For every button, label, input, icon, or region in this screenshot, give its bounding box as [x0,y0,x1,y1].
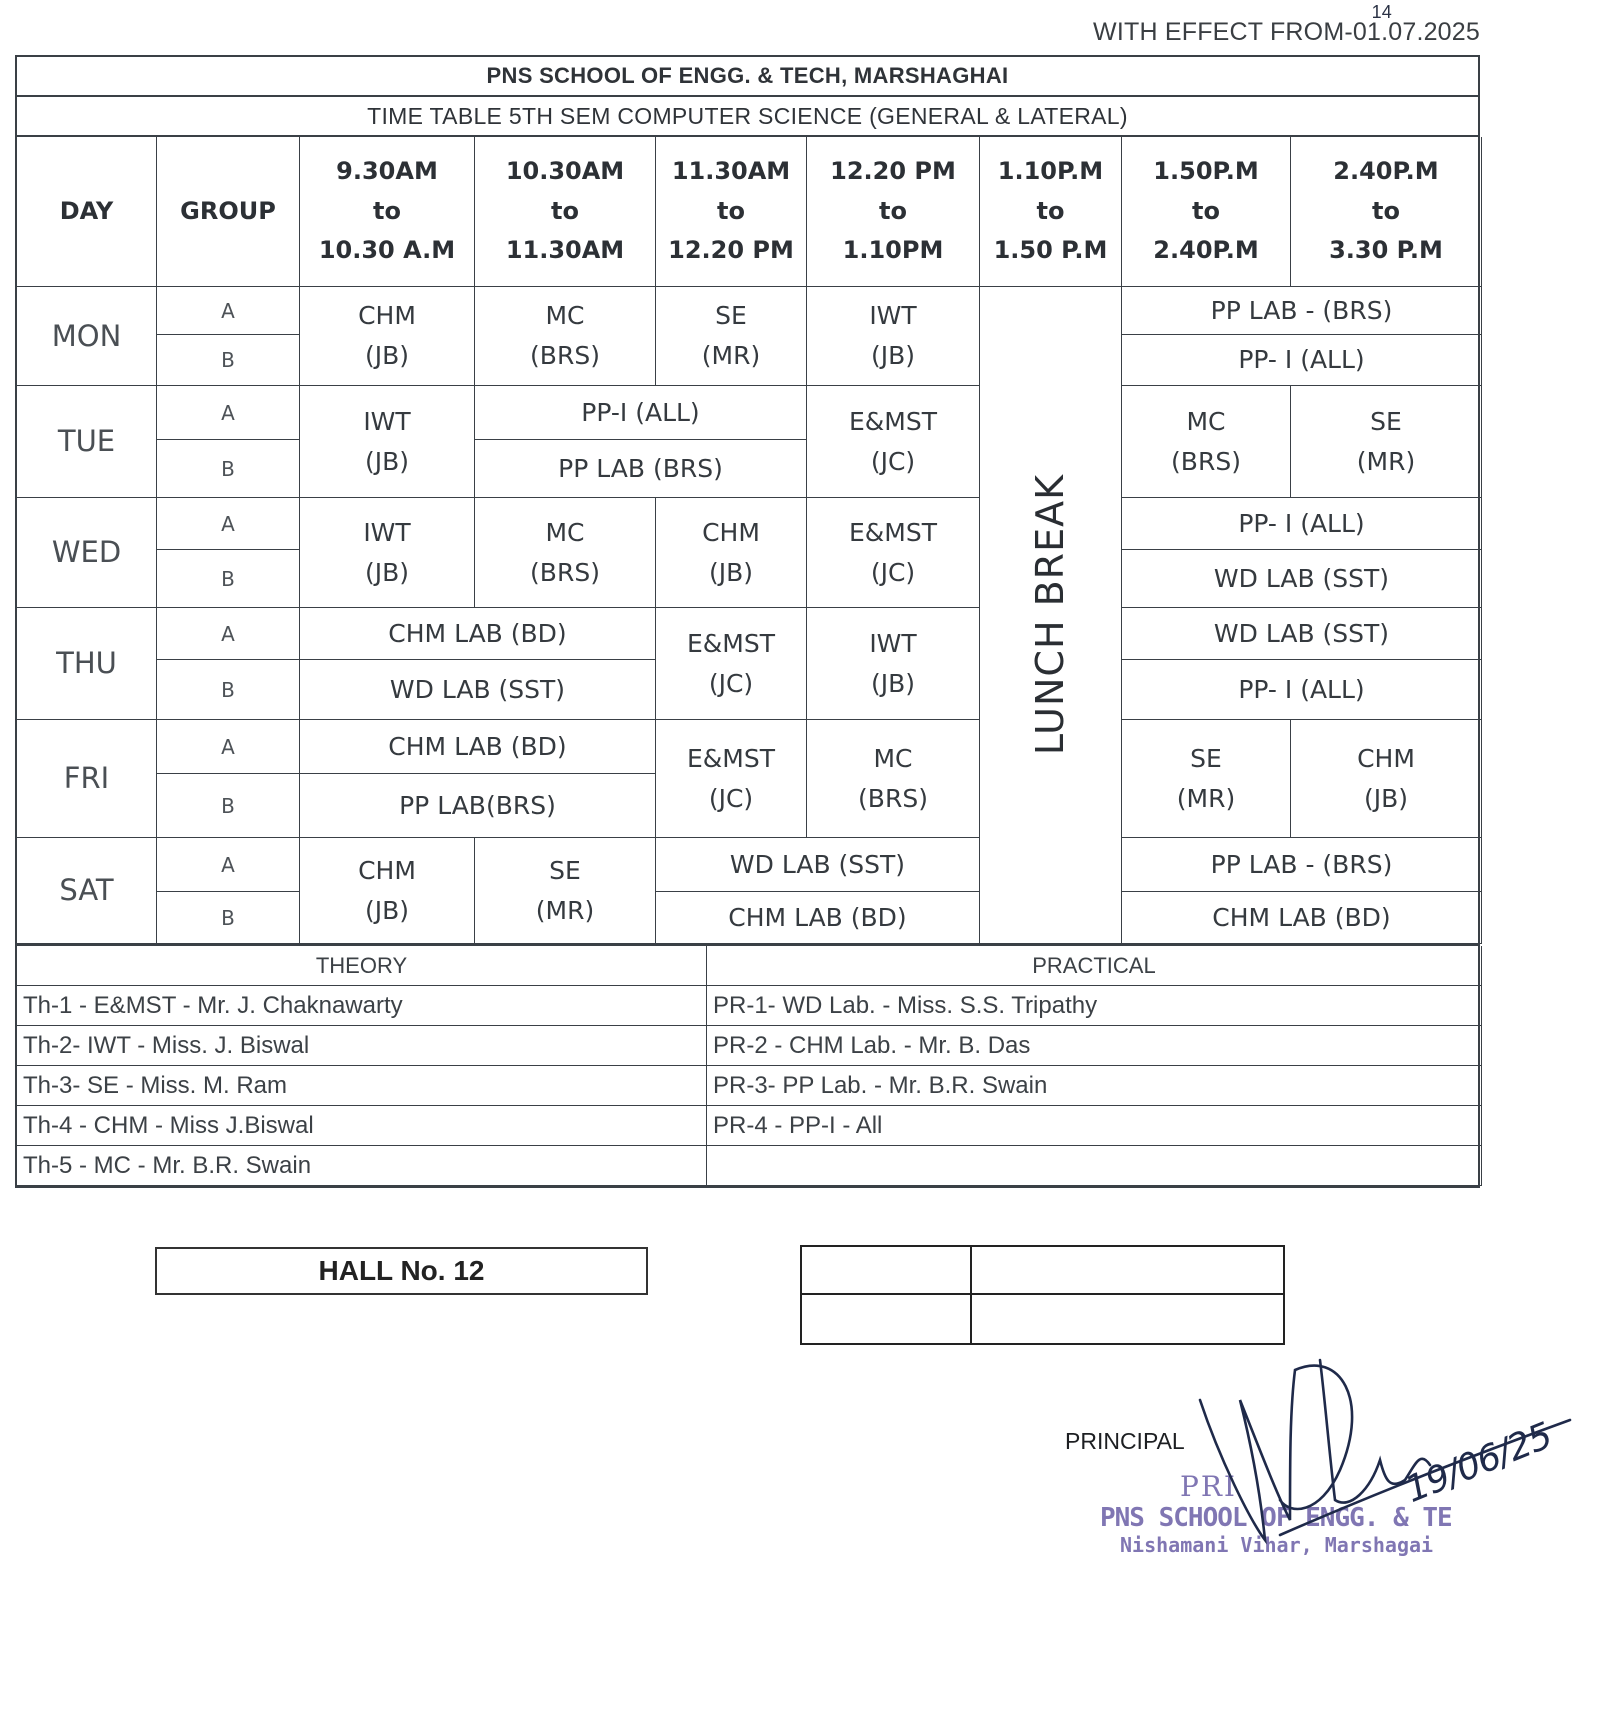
stamp-line-2: PNS SCHOOL OF ENGG. & TE [1100,1503,1452,1533]
class-cell-line: SE [1190,743,1222,773]
group-a-label: A [157,498,300,550]
class-cell [807,608,980,720]
header-slot-line: to [879,196,907,225]
class-cell [807,287,980,386]
lab-cell: PP LAB(BRS) [300,774,656,838]
class-cell [300,498,475,608]
class-cell [1122,720,1291,838]
lab-cell: WD LAB (SST) [656,838,980,892]
header-slot-line: to [1036,196,1065,225]
class-cell-line: E&MST [686,628,775,658]
header-day: DAY [17,137,157,287]
timetable-subtitle: TIME TABLE 5TH SEM COMPUTER SCIENCE (GENERAL & LATERAL) [15,95,1480,135]
class-cell [656,608,807,720]
header-slot [475,137,656,287]
blank-box [800,1245,1285,1345]
header-slot [980,137,1122,287]
lab-cell: CHM LAB (BD) [300,608,656,660]
class-cell-line: (JB) [364,446,410,476]
class-cell-line: (JB) [364,341,409,370]
legend-theory-item: Th-3- SE - Miss. M. Ram [17,1066,707,1106]
class-cell [300,386,475,498]
lunch-break [980,287,1122,944]
blank-cell [802,1295,972,1343]
class-cell-line: IWT [869,301,917,330]
timetable-grid [15,135,1480,946]
blank-cell [972,1295,1283,1343]
header-slot [807,137,980,287]
class-cell [1291,720,1482,838]
class-cell-line: SE [715,301,747,330]
class-cell [300,838,475,944]
class-cell-line: (BRS) [858,783,928,813]
legend-practical-item [707,1146,1482,1186]
legend-theory-item: Th-1 - E&MST - Mr. J. Chaknawarty [17,986,707,1026]
faculty-legend [15,946,1480,1188]
header-slot-line: 10.30 A.M [318,236,456,265]
class-cell [807,498,980,608]
header-slot-line: to [1372,196,1400,225]
class-cell-line: (JC) [708,668,754,698]
afternoon-cell: PP LAB - (BRS) [1122,287,1482,335]
stamp-line-1: PRI [1180,1470,1237,1503]
class-cell-line: MC [545,517,585,547]
group-b-label: B [157,774,300,838]
class-cell-line: E&MST [848,406,937,436]
header-slot-line: to [717,196,745,225]
group-a-label: A [157,720,300,774]
class-cell [475,838,656,944]
group-a-label: A [157,838,300,892]
class-cell-line: (JB) [870,341,916,370]
class-cell-line: (JB) [1363,783,1408,813]
legend-practical-title: PRACTICAL [707,946,1482,986]
class-cell [656,287,807,386]
class-cell-line: IWT [869,628,917,658]
header-slot-line: to [1192,196,1220,225]
class-cell-line: (MR) [701,341,761,370]
group-a-label: A [157,287,300,335]
header-slot-line: 9.30AM [336,157,438,186]
header-slot [656,137,807,287]
header-slot [300,137,475,287]
blank-cell [802,1247,972,1295]
class-cell-line: E&MST [848,517,937,547]
header-group: GROUP [157,137,300,287]
class-cell-line: (JC) [708,783,754,813]
header-slot-line: 3.30 P.M [1329,236,1443,265]
header-slot-line: 1.50 P.M [993,236,1108,265]
lab-cell: WD LAB (SST) [300,660,656,720]
header-slot-line: 10.30AM [505,157,625,186]
class-cell-line: (MR) [535,895,595,925]
afternoon-cell: PP- I (ALL) [1122,660,1482,720]
class-cell-line: IWT [363,517,411,547]
header-slot-line: 12.20 PM [830,157,956,186]
class-cell-line: (BRS) [530,341,600,370]
afternoon-cell: WD LAB (SST) [1122,550,1482,608]
day-label: WED [17,498,157,608]
class-cell: PP-I (ALL) [475,386,807,440]
day-label: FRI [17,720,157,838]
class-cell-line: CHM [1357,743,1415,773]
legend-practical-item: PR-4 - PP-I - All [707,1106,1482,1146]
afternoon-cell: PP LAB - (BRS) [1122,838,1482,892]
class-cell-line: CHM [702,517,760,547]
header-slot-line: 11.30AM [671,157,791,186]
legend-theory-item: Th-5 - MC - Mr. B.R. Swain [17,1146,707,1186]
header-slot [1122,137,1291,287]
class-cell [656,720,807,838]
legend-practical-item: PR-3- PP Lab. - Mr. B.R. Swain [707,1066,1482,1106]
header-slot-line: 1.10PM [842,236,944,265]
class-cell [656,498,807,608]
class-cell-line: MC [873,743,913,773]
institution-title: PNS SCHOOL OF ENGG. & TECH, MARSHAGHAI [15,55,1480,95]
timetable-sheet [15,55,1480,1188]
day-label: TUE [17,386,157,498]
group-a-label: A [157,386,300,440]
header-slot-line: 11.30AM [505,236,625,265]
class-cell-line: (MR) [1176,783,1236,813]
header-slot-line: to [373,196,401,225]
class-cell [807,386,980,498]
group-b-label: B [157,892,300,944]
header-slot-line: 1.10P.M [997,157,1104,186]
afternoon-cell: PP- I (ALL) [1122,335,1482,386]
legend-practical-item: PR-1- WD Lab. - Miss. S.S. Tripathy [707,986,1482,1026]
legend-theory-item: Th-4 - CHM - Miss J.Biswal [17,1106,707,1146]
class-cell [807,720,980,838]
effective-date-label: WITH EFFECT FROM-01.07.2025 [1093,18,1480,46]
class-cell-line: (JB) [708,557,753,587]
header-slot-line: 2.40P.M [1153,236,1259,265]
blank-cell [972,1247,1283,1295]
class-cell [1291,386,1482,498]
class-cell-line: E&MST [686,743,775,773]
lab-cell: PP LAB (BRS) [475,440,807,498]
day-label: SAT [17,838,157,944]
lab-cell: CHM LAB (BD) [656,892,980,944]
header-slot-line: 12.20 PM [668,236,794,265]
class-cell-line: CHM [358,301,416,330]
group-b-label: B [157,550,300,608]
header-slot-line: 1.50P.M [1153,157,1259,186]
legend-theory-title: THEORY [17,946,707,986]
class-cell-line: (BRS) [1171,446,1241,476]
class-cell-line: (JB) [364,557,410,587]
class-cell-line: (JB) [364,895,409,925]
class-cell-line: CHM [358,855,416,885]
lab-cell: CHM LAB (BD) [300,720,656,774]
legend-theory-item: Th-2- IWT - Miss. J. Biswal [17,1026,707,1066]
class-cell-line: (JB) [870,668,916,698]
legend-practical-item: PR-2 - CHM Lab. - Mr. B. Das [707,1026,1482,1066]
header-slot-line: to [551,196,579,225]
day-label: MON [17,287,157,386]
group-b-label: B [157,440,300,498]
stamp-line-3: Nishamani Vihar, Marshagai [1120,1533,1434,1557]
handwritten-date-correction: 14 [1371,2,1392,22]
class-cell-line: (MR) [1356,446,1416,476]
class-cell-line: SE [1370,406,1402,436]
principal-label: PRINCIPAL [1065,1428,1185,1454]
class-cell-line: MC [1186,406,1226,436]
class-cell-line: (JC) [870,446,916,476]
class-cell [475,287,656,386]
lunch-break-label: LUNCH BREAK [1028,474,1073,756]
class-cell-line: (JC) [870,557,916,587]
afternoon-cell: PP- I (ALL) [1122,498,1482,550]
signature-date: 19/06/25 [1399,1415,1558,1511]
class-cell [1122,386,1291,498]
group-b-label: B [157,660,300,720]
header-slot [1291,137,1482,287]
class-cell-line: (BRS) [530,557,600,587]
class-cell [475,498,656,608]
hall-number: HALL No. 12 [155,1247,648,1295]
class-cell-line: MC [545,301,585,330]
group-b-label: B [157,335,300,386]
header-slot-line: 2.40P.M [1333,157,1439,186]
class-cell-line: SE [549,855,581,885]
day-label: THU [17,608,157,720]
afternoon-cell: CHM LAB (BD) [1122,892,1482,944]
class-cell-line: IWT [363,406,411,436]
class-cell [300,287,475,386]
group-a-label: A [157,608,300,660]
afternoon-cell: WD LAB (SST) [1122,608,1482,660]
effective-date [1090,2,1480,47]
